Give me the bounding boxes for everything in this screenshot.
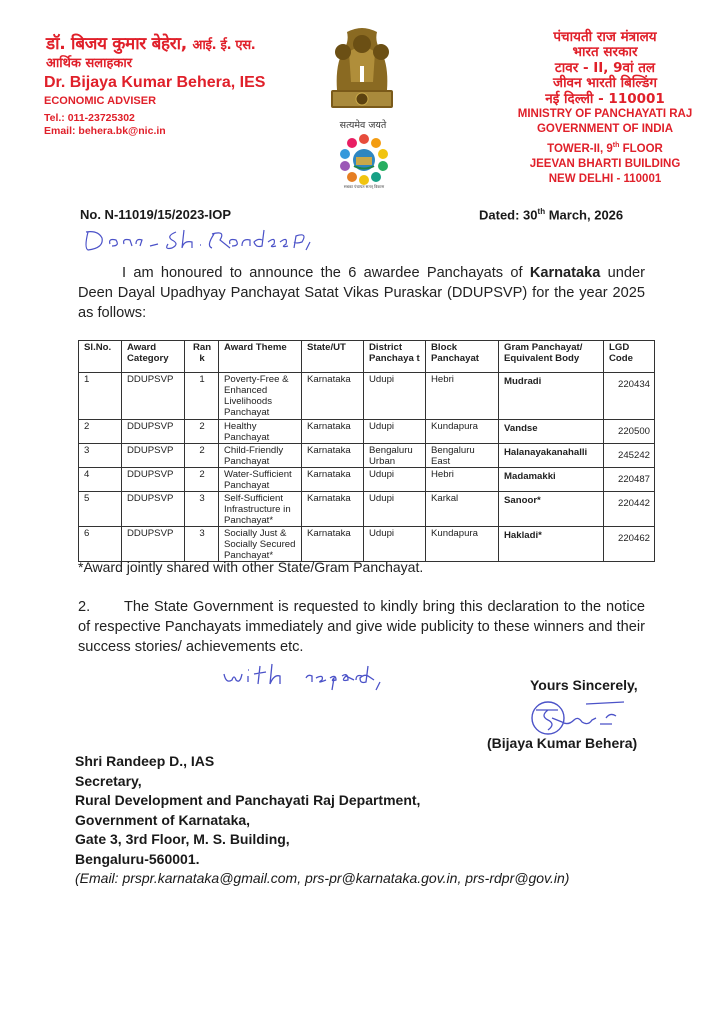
serial-number-cell: 6 (79, 527, 122, 562)
table-header-row (79, 341, 655, 373)
district-cell: Udupi (364, 527, 426, 562)
announcement-paragraph (78, 263, 645, 323)
district-cell: Bengaluru Urban (364, 444, 426, 468)
sender-name-hindi-text: डॉ. बिजय कुमार बेहेरा, (46, 34, 187, 54)
gram-panchayat-cell: Halanayakanahalli (499, 444, 604, 468)
award-category-cell: DDUPSVP (122, 492, 185, 527)
gram-panchayat-cell: Mudradi (499, 373, 604, 420)
gram-panchayat-cell: Vandse (499, 420, 604, 444)
award-category-cell: DDUPSVP (122, 444, 185, 468)
sender-email: Email: behera.bk@nic.in (44, 125, 166, 137)
column-header: District Panchaya t (364, 341, 426, 373)
table-row (79, 468, 655, 492)
addressee-government: Government of Karnataka, (75, 811, 251, 828)
rank-cell: 2 (185, 468, 219, 492)
national-emblem-icon (327, 22, 397, 112)
column-header: State/UT (302, 341, 364, 373)
award-theme-cell: Socially Just & Socially Secured Panchayat* (219, 527, 302, 562)
paragraph-number: 2. (78, 599, 91, 615)
ministry-address (490, 30, 720, 188)
addressee-designation: Secretary, (75, 772, 142, 789)
lgd-code-cell: 245242 (604, 444, 655, 468)
sender-title-hindi: आर्थिक सलाहकार (46, 56, 133, 71)
gram-panchayat-cell: Sanoor* (499, 492, 604, 527)
table-row (79, 527, 655, 562)
panchayat-logo-icon (338, 133, 390, 185)
ministry-city: NEW DELHI - 110001 (548, 173, 662, 186)
sender-title: ECONOMIC ADVISER (44, 95, 157, 107)
state-cell: Karnataka (302, 527, 364, 562)
column-header: Gram Panchayat/ Equivalent Body (499, 341, 604, 373)
district-cell: Udupi (364, 468, 426, 492)
rank-cell: 3 (185, 527, 219, 562)
state-cell: Karnataka (302, 468, 364, 492)
handwritten-closing (220, 660, 420, 694)
table-row (79, 492, 655, 527)
letter-date (479, 207, 623, 222)
logo-caption: सबका पंचायत सतत् विकास (343, 184, 385, 189)
award-theme-cell: Healthy Panchayat (219, 420, 302, 444)
date-suffix: th (537, 207, 546, 216)
emblem-motto: सत्यमेव जयते (339, 120, 387, 131)
awardee-table (78, 340, 655, 562)
serial-number-cell: 3 (79, 444, 122, 468)
ministry-hindi-line: भारत सरकार (572, 44, 638, 61)
gram-panchayat-cell: Hakladi* (499, 527, 604, 562)
table-footnote: *Award jointly shared with other State/Gram Panchayat. (78, 559, 424, 575)
serial-number-cell: 2 (79, 420, 122, 444)
ministry-building: JEEVAN BHARTI BUILDING (529, 158, 681, 171)
ministry-hindi-line: टावर - II, 9वां तल (554, 59, 656, 76)
award-category-cell: DDUPSVP (122, 527, 185, 562)
award-category-cell: DDUPSVP (122, 468, 185, 492)
rank-cell: 2 (185, 444, 219, 468)
state-cell: Karnataka (302, 492, 364, 527)
state-cell: Karnataka (302, 373, 364, 420)
rank-cell: 3 (185, 492, 219, 527)
addressee-block (75, 752, 569, 889)
addressee-city: Bengaluru-560001. (75, 850, 200, 867)
sender-service-hindi: आई. ई. एस. (192, 38, 256, 53)
paragraph-text: The State Government is requested to kindly bring this declaration to the notice of respective Panchayats immediately and give wide publicity to these winners and their success stories/ achievements etc. (78, 599, 645, 655)
addressee-name: Shri Randeep D., IAS (75, 753, 215, 769)
serial-number-cell: 5 (79, 492, 122, 527)
serial-number-cell: 1 (79, 373, 122, 420)
state-cell: Karnataka (302, 420, 364, 444)
request-paragraph (78, 597, 645, 657)
date-day: Dated: 30 (479, 207, 538, 223)
state-cell: Karnataka (302, 444, 364, 468)
block-cell: Kundapura (426, 527, 499, 562)
column-header: Sl.No. (79, 341, 122, 373)
state-name: Karnataka (529, 265, 601, 281)
block-cell: Kundapura (426, 420, 499, 444)
table-row (79, 420, 655, 444)
lgd-code-cell: 220500 (604, 420, 655, 444)
district-cell: Udupi (364, 373, 426, 420)
sender-name-hindi (46, 31, 255, 54)
rank-cell: 1 (185, 373, 219, 420)
block-cell: Hebri (426, 468, 499, 492)
district-cell: Udupi (364, 420, 426, 444)
sender-phone: Tel.: 011-23725302 (44, 112, 135, 124)
paragraph-text: under Deen Dayal Upadhyay Panchayat Satat Vikas Puraskar (DDUPSVP) for the year 2025 as follows: (78, 265, 645, 321)
block-cell: Karkal (426, 492, 499, 527)
block-cell: Bengaluru East (426, 444, 499, 468)
column-header: Award Theme (219, 341, 302, 373)
column-header: Block Panchayat (426, 341, 499, 373)
ministry-floor (490, 138, 720, 157)
table-row (79, 373, 655, 420)
lgd-code-cell: 220442 (604, 492, 655, 527)
closing-salutation: Yours Sincerely, (530, 677, 638, 693)
lgd-code-cell: 220487 (604, 468, 655, 492)
award-theme-cell: Poverty-Free & Enhanced Livelihoods Panchayat (219, 373, 302, 420)
serial-number-cell: 4 (79, 468, 122, 492)
column-header: LGD Code (604, 341, 655, 373)
lgd-code-cell: 220434 (604, 373, 655, 420)
rank-cell: 2 (185, 420, 219, 444)
award-category-cell: DDUPSVP (122, 373, 185, 420)
sender-name: Dr. Bijaya Kumar Behera, IES (44, 74, 266, 91)
block-cell: Hebri (426, 373, 499, 420)
addressee-address: Gate 3, 3rd Floor, M. S. Building, (75, 831, 290, 847)
addressee-email: (Email: prspr.karnataka@gmail.com, prs-pr@karnataka.gov.in, prs-rdpr@gov.in) (75, 870, 570, 886)
ministry-hindi-line: जीवन भारती बिल्डिंग (553, 75, 657, 92)
date-month-year: March, 2026 (545, 207, 624, 223)
floor-text: TOWER-II, 9 (547, 142, 613, 155)
district-cell: Udupi (364, 492, 426, 527)
gram-panchayat-cell: Madamakki (499, 468, 604, 492)
ministry-hindi-line: नई दिल्ली - 110001 (545, 90, 665, 107)
table-row (79, 444, 655, 468)
column-header: Award Category (122, 341, 185, 373)
column-header: Ran k (185, 341, 219, 373)
reference-number: No. N-11019/15/2023-IOP (80, 207, 232, 222)
floor-label: FLOOR (619, 142, 663, 155)
award-theme-cell: Water-Sufficient Panchayat (219, 468, 302, 492)
award-theme-cell: Self-Sufficient Infrastructure in Panchayat* (219, 492, 302, 527)
award-category-cell: DDUPSVP (122, 420, 185, 444)
government-name: GOVERNMENT OF INDIA (536, 123, 674, 136)
lgd-code-cell: 220462 (604, 527, 655, 562)
floor-suffix: th (612, 141, 620, 149)
signatory-name: (Bijaya Kumar Behera) (487, 735, 638, 751)
addressee-department: Rural Development and Panchayati Raj Department, (75, 792, 421, 808)
paragraph-text: I am honoured to announce the 6 awardee Panchayats of (122, 265, 530, 281)
handwritten-salutation (80, 226, 320, 254)
ministry-name: MINISTRY OF PANCHAYATI RAJ (517, 108, 693, 121)
award-theme-cell: Child-Friendly Panchayat (219, 444, 302, 468)
ministry-hindi-line: पंचायती राज मंत्रालय (553, 29, 657, 45)
handwritten-signature-icon (526, 696, 630, 738)
